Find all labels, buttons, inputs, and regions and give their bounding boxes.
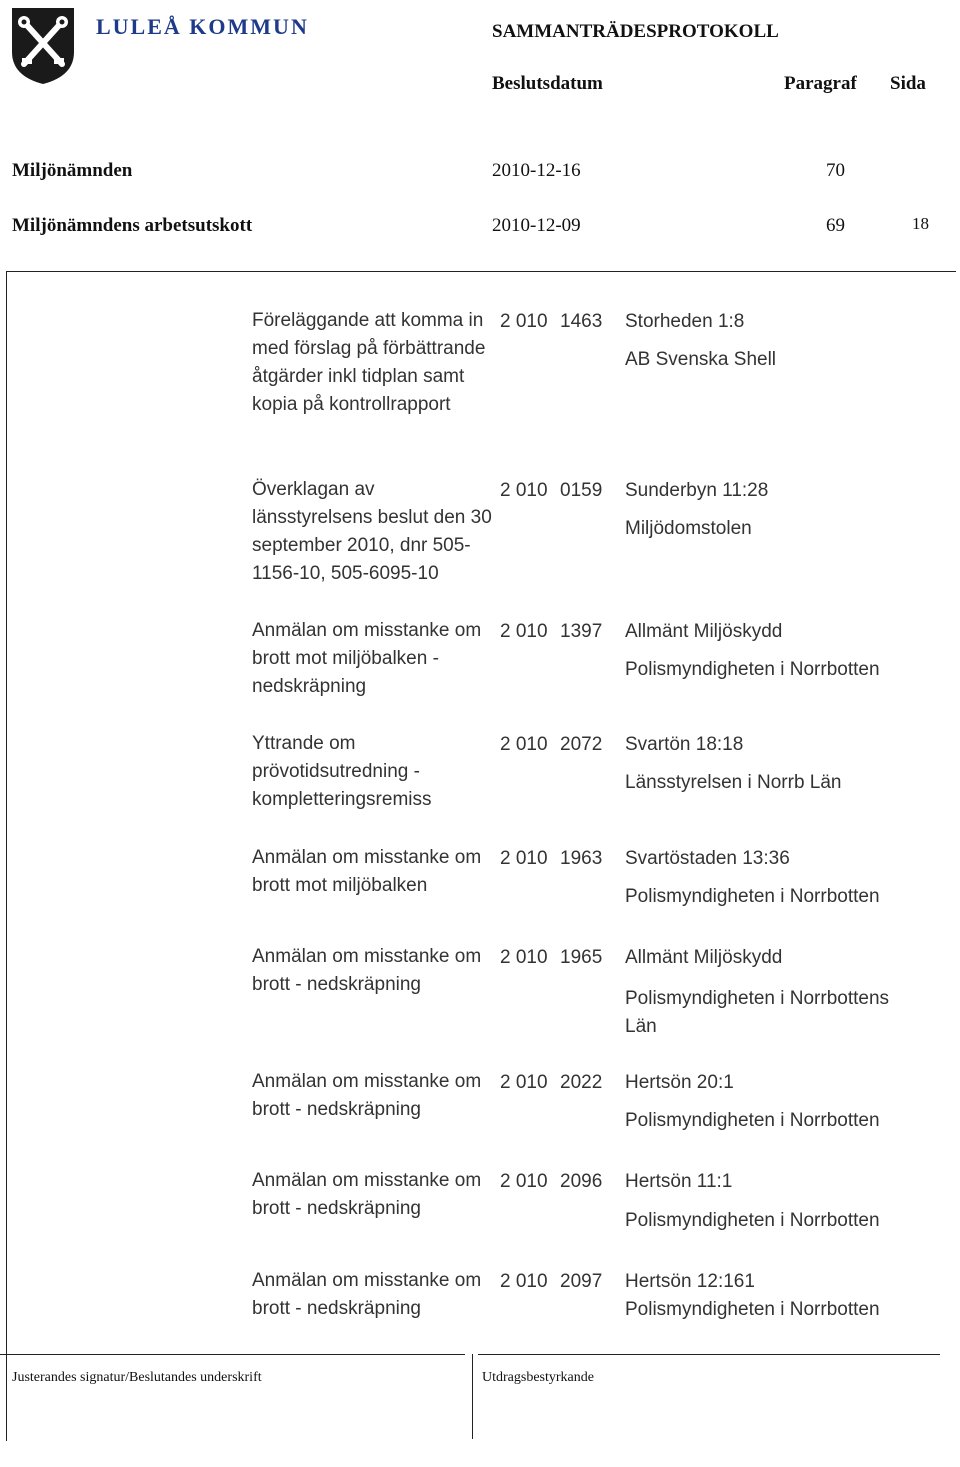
meeting-paragraph: 70 [826, 160, 845, 181]
property-name: Storheden 1:8 [625, 311, 745, 332]
coat-of-arms-logo [10, 6, 76, 86]
party-name: Polismyndigheten i Norrbotten [625, 659, 880, 680]
case-year: 2 010 [500, 480, 548, 501]
party-name: Miljödomstolen [625, 518, 752, 539]
case-year: 2 010 [500, 1271, 548, 1292]
party-name: Polismyndigheten i Norrbotten [625, 1210, 880, 1231]
party-name: Länsstyrelsen i Norrb Län [625, 772, 842, 793]
meeting-body: Miljönämnden [12, 160, 133, 181]
case-number: 1463 [560, 311, 603, 332]
property-name: Allmänt Miljöskydd [625, 947, 783, 968]
property-name: Svartöstaden 13:36 [625, 848, 790, 869]
certified-label: Utdragsbestyrkande [482, 1370, 594, 1385]
party-name: AB Svenska Shell [625, 349, 777, 370]
frame-left-border [6, 271, 7, 1441]
property-name: Svartön 18:18 [625, 734, 744, 755]
footer-line-left [0, 1354, 465, 1355]
item-description: Anmälan om misstanke om brott - nedskräpning [252, 1071, 482, 1120]
case-number: 2072 [560, 734, 603, 755]
signature-label: Justerandes signatur/Beslutandes underskrift [12, 1370, 262, 1385]
item-description: Anmälan om misstanke om brott mot miljöbalken - nedskräpning [252, 620, 482, 697]
case-year: 2 010 [500, 1171, 548, 1192]
document-title: SAMMANTRÄDESPROTOKOLL [492, 21, 779, 42]
party-name: Polismyndigheten i Norrbottens Län [625, 988, 890, 1037]
municipality-name: LULEÅ KOMMUN [96, 14, 309, 39]
case-number: 1965 [560, 947, 603, 968]
property-name: Allmänt Miljöskydd [625, 621, 783, 642]
case-year: 2 010 [500, 848, 548, 869]
case-year: 2 010 [500, 311, 548, 332]
page-number: 18 [912, 214, 929, 233]
footer-line-right [478, 1354, 940, 1355]
footer-divider [472, 1354, 473, 1439]
party-name: Polismyndigheten i Norrbotten [625, 886, 880, 907]
property-name: Hertsön 12:161 [625, 1271, 755, 1292]
property-name: Hertsön 11:1 [625, 1171, 733, 1192]
case-year: 2 010 [500, 1072, 548, 1093]
column-label-paragraph: Paragraf [784, 73, 857, 94]
meeting-body: Miljönämndens arbetsutskott [12, 215, 253, 236]
meeting-date: 2010-12-16 [492, 160, 581, 181]
item-description: Överklagan av länsstyrelsens beslut den 30 september 2010, dnr 505-1156-10, 505-6095-10 [252, 479, 492, 584]
case-year: 2 010 [500, 947, 548, 968]
item-description: Föreläggande att komma in med förslag på förbättrande åtgärder inkl tidplan samt kopia på kontrollrapport [252, 310, 486, 415]
item-description: Anmälan om misstanke om brott mot miljöbalken [252, 847, 482, 896]
property-name: Hertsön 20:1 [625, 1072, 734, 1093]
meeting-paragraph: 69 [826, 215, 845, 236]
property-name: Sunderbyn 11:28 [625, 480, 769, 501]
meeting-date: 2010-12-09 [492, 215, 581, 236]
case-number: 1963 [560, 848, 603, 869]
case-number: 0159 [560, 480, 603, 501]
case-number: 2097 [560, 1271, 603, 1292]
party-name: Polismyndigheten i Norrbotten [625, 1110, 880, 1131]
item-description: Anmälan om misstanke om brott - nedskräpning [252, 1270, 482, 1319]
case-year: 2 010 [500, 621, 548, 642]
case-number: 1397 [560, 621, 603, 642]
item-description: Anmälan om misstanke om brott - nedskräpning [252, 946, 482, 995]
case-number: 2022 [560, 1072, 603, 1093]
item-description: Yttrande om prövotidsutredning - kompletteringsremiss [252, 733, 432, 810]
column-label-date: Beslutsdatum [492, 73, 603, 94]
frame-top-border [6, 271, 956, 272]
item-description: Anmälan om misstanke om brott - nedskräpning [252, 1170, 482, 1219]
case-year: 2 010 [500, 734, 548, 755]
case-number: 2096 [560, 1171, 603, 1192]
column-label-page: Sida [890, 73, 926, 94]
party-name: Polismyndigheten i Norrbotten [625, 1299, 880, 1320]
